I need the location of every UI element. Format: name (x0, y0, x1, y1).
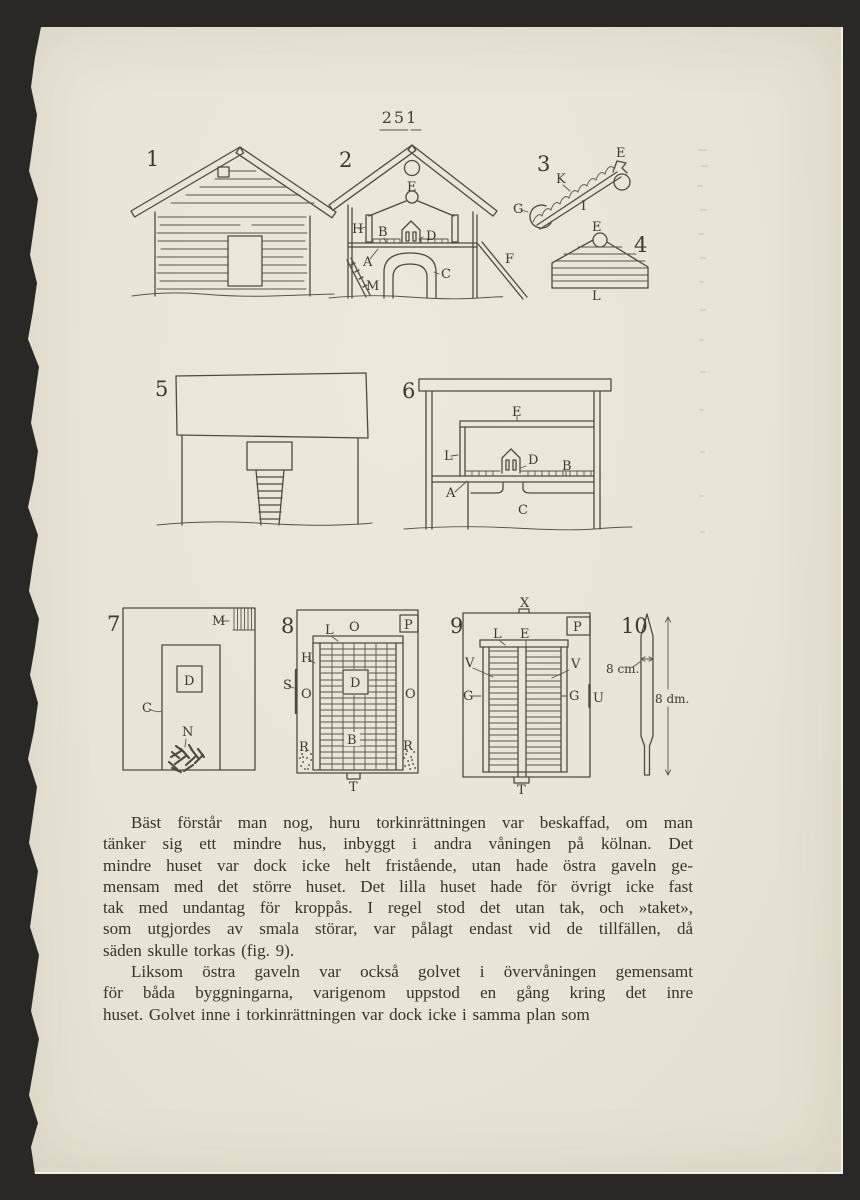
figure-7-ground-plan (107, 608, 255, 772)
fig7-number: 7 (107, 612, 121, 636)
fig2-label-E: E (407, 180, 417, 195)
fig8-label-S: S (283, 678, 292, 693)
fig8-label-P: P (404, 618, 413, 633)
fig8-label-O-right: O (405, 687, 416, 702)
figure-9-pole-roof-plan (450, 596, 604, 798)
fig2-inner-house (402, 221, 420, 242)
fig9-label-L: L (493, 627, 502, 642)
text-line: tänker sig ett mindre hus, inbyggt i andra våningen på kölnan. Det (103, 834, 693, 854)
fig8-lattice-verticals (332, 643, 387, 770)
fig5-window (247, 442, 292, 470)
fig3-label-I: I (581, 199, 587, 214)
fig7-label-M: M (212, 614, 226, 629)
fig2-label-H: H (352, 222, 364, 237)
fig2-label-D: D (426, 229, 437, 244)
figure-4-gable-end (552, 220, 648, 304)
fig6-inner-house (502, 449, 520, 473)
fig7-label-N: N (182, 725, 194, 740)
fig6-label-L: L (444, 449, 453, 464)
fig7-label-D: D (184, 674, 195, 689)
fig8-label-D: D (350, 676, 361, 691)
fig9-label-E: E (520, 627, 530, 642)
fig2-ladder-outside (478, 242, 527, 299)
figure-5-loft-house (155, 373, 372, 525)
fig6-label-B: B (562, 459, 572, 474)
text-line: huset. Golvet inne i torkinrättningen var dock icke i samma plan som (103, 1004, 590, 1024)
text-line: Liksom östra gaveln var också golvet i övervåningen gemensamt (131, 962, 693, 982)
fig10-height-label: 8 dm. (655, 692, 690, 706)
fig8-label-O-top: O (349, 620, 360, 635)
body-text (103, 812, 693, 1025)
fig5-number: 5 (155, 377, 169, 401)
text-line: tak med undantag för kroppås. I regel stod det utan tak, och »taket», (103, 898, 693, 918)
fig8-label-O-left: O (301, 687, 312, 702)
fig8-tab-T (347, 773, 360, 779)
fig8-number: 8 (281, 614, 295, 638)
fig9-poles-left (489, 651, 518, 765)
fig9-label-P: P (573, 620, 582, 635)
fig2-label-F: F (505, 252, 515, 267)
fig7-stair-hatch (233, 609, 255, 630)
fig9-poles-right (526, 651, 561, 765)
fig3-label-K: K (556, 172, 566, 187)
fig4-label-E: E (592, 220, 602, 235)
fig5-ladder (256, 470, 284, 525)
fig2-label-C: C (441, 267, 451, 282)
fig9-label-G-right: G (569, 689, 580, 704)
fig2-label-M: M (366, 279, 380, 294)
figure-1-house-elevation (131, 147, 336, 296)
fig9-number: 9 (450, 614, 464, 638)
text-line: mindre huset var dock icke helt fristående, utan hade östra gaveln ge- (103, 855, 693, 875)
fig10-stick-outline (641, 614, 653, 775)
fig6-label-E: E (512, 405, 522, 420)
fig8-gravel-dots (300, 751, 415, 769)
fig1-door (228, 236, 262, 286)
fig9-label-T: T (517, 783, 526, 798)
fig4-number: 4 (634, 233, 648, 257)
fig6-label-A: A (446, 486, 456, 501)
fig3-number: 3 (537, 152, 551, 176)
figure-3-ridge-pole (513, 146, 630, 229)
text-line: Bäst förstår man nog, huru torkinrättningen var beskaffad, om man (131, 813, 693, 832)
figure-6-frame-section (402, 379, 632, 530)
fig2-number: 2 (339, 148, 353, 172)
fig8-label-L: L (325, 623, 334, 638)
figure-10-measuring-stick (606, 614, 689, 775)
fig8-label-R-right: R (403, 739, 413, 754)
fig2-ridge-pole-end (405, 161, 420, 176)
figure-2-kiln-section (329, 145, 527, 299)
fig8-label-H: H (301, 651, 313, 666)
fig8-label-T: T (349, 780, 358, 795)
fig8-label-R-left: R (299, 740, 309, 755)
fig6-label-C: C (518, 503, 528, 518)
page-number-text: 251 (381, 108, 419, 127)
fig7-label-C: C (142, 701, 152, 716)
fig3-label-G: G (513, 202, 524, 217)
fig1-gable-window (218, 167, 229, 177)
fig9-label-U: U (593, 691, 604, 706)
fig10-width-label: 8 cm. (606, 662, 640, 676)
fig2-label-B: B (378, 225, 388, 240)
fig9-label-X: X (520, 596, 530, 611)
fig2-oven-arch (384, 253, 436, 298)
fig9-label-G-left: G (463, 689, 474, 704)
fig3-label-E: E (616, 146, 626, 161)
fig8-label-B: B (347, 733, 357, 748)
fig9-label-V-left: V (465, 656, 475, 671)
text-line: som utgjordes av smala störar, var pålagt endast vid de tillfällen, då (103, 919, 693, 939)
fig10-number: 10 (621, 614, 648, 638)
fig4-label-L: L (592, 289, 601, 304)
figure-8-lattice-plan (281, 610, 418, 795)
fig1-number: 1 (146, 147, 160, 171)
bleed-through-marks (698, 150, 707, 532)
fig9-label-V-right: V (571, 657, 581, 672)
fig2-label-A: A (363, 255, 373, 270)
text-line: mensam med det större huset. Det lilla huset hade för övrigt icke fast (103, 876, 693, 896)
fig6-label-D: D (528, 453, 539, 468)
page-number (380, 108, 421, 130)
fig7-firewood (169, 745, 204, 772)
text-line: för båda byggningarna, varigenom uppstod en gång kring det inre (103, 983, 693, 1003)
fig6-number: 6 (402, 379, 416, 403)
text-line: säden skulle torkas (fig. 9). (103, 940, 295, 960)
